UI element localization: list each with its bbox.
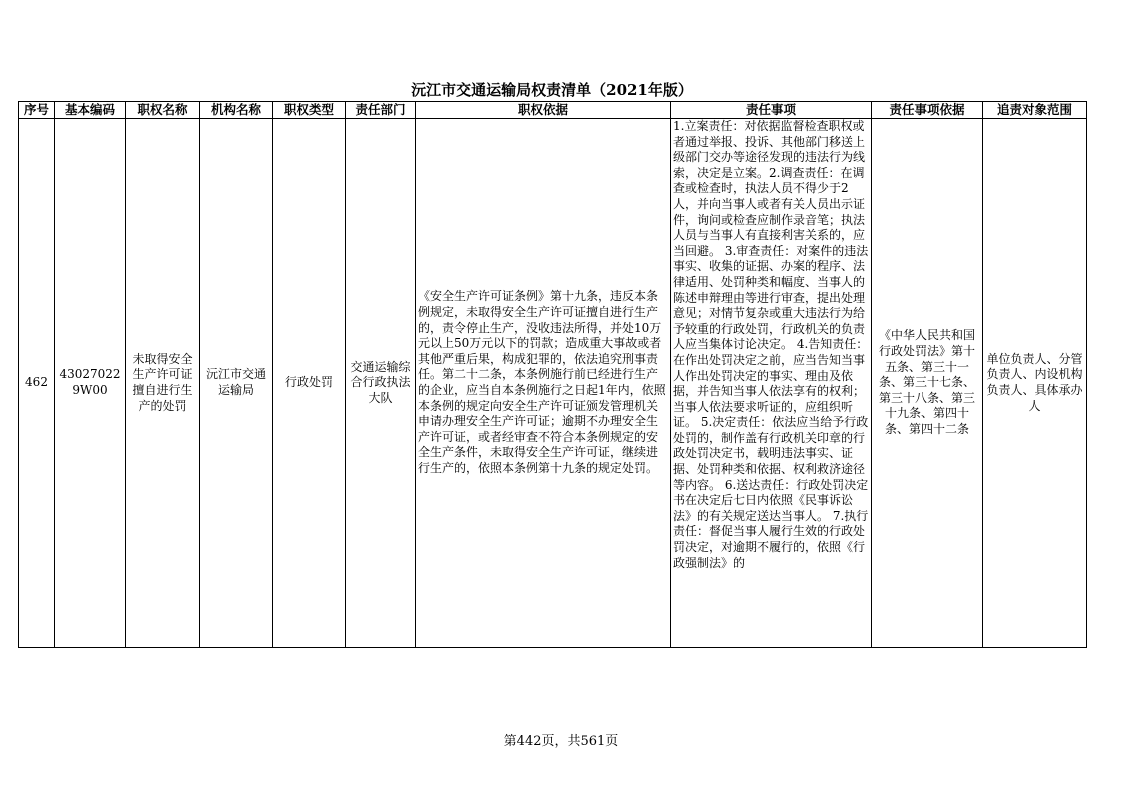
header-row (19, 102, 1087, 119)
cell-seq: 462 (19, 119, 55, 648)
cell-dept: 交通运输综合行政执法大队 (346, 119, 416, 648)
header-code: 基本编码 (55, 102, 126, 119)
header-duty-basis: 责任事项依据 (872, 102, 983, 119)
page-title: 沅江市交通运输局权责清单（2021年版） (411, 81, 693, 99)
header-power-type: 职权类型 (273, 102, 346, 119)
cell-duties (671, 119, 872, 648)
header-duties: 责任事项 (671, 102, 872, 119)
header-seq: 序号 (19, 102, 55, 119)
table-row (19, 119, 1087, 648)
header-accountability: 追责对象范围 (983, 102, 1087, 119)
header-power-name: 职权名称 (126, 102, 200, 119)
cell-org-name: 沅江市交通运输局 (200, 119, 273, 648)
header-dept: 责任部门 (346, 102, 416, 119)
header-org-name: 机构名称 (200, 102, 273, 119)
cell-power-type: 行政处罚 (273, 119, 346, 648)
cell-power-name: 未取得安全生产许可证擅自进行生产的处罚 (126, 119, 200, 648)
cell-basis: 《安全生产许可证条例》第十九条，违反本条例规定，未取得安全生产许可证擅自进行生产的，责令停止生产，没收违法所得，并处10万元以上50万元以下的罚款；造成重大事故或者其他严重后果，构成犯罪的，依法追究刑事责任。第二十二条，本条例施行前已经进行生产的企业，应当自本条例施行之日起1年内，依照本条例的规定向安全生产许可证颁发管理机关申请办理安全生产许可证；逾期不办理安全生产许可证，或者经审查不符合本条例规定的安全生产条件，未取得安全生产许可证，继续进行生产的，依照本条例第十九条的规定处罚。 (416, 119, 671, 648)
page-footer: 第442页，共561页 (503, 734, 619, 749)
cell-accountability: 单位负责人、分管负责人、内设机构负责人、具体承办人 (983, 119, 1087, 648)
cell-code: 430270229W00 (55, 119, 126, 648)
duties-text: 1.立案责任：对依据监督检查职权或者通过举报、投诉、其他部门移送上级部门交办等途径发现的违法行为线索，决定是立案。2.调查责任：在调查或检查时，执法人员不得少于2人，并向当事人或者有关人员出示证件，询问或检查应制作录音笔；执法人员与当事人有直接利害关系的，应当回避。 3.审查责任：对案件的违法事实、收集的证据、办案的程序、法律适用、处罚种类和幅度、当事人的陈述申辩理由等进行审查，提出处理意见；对情节复杂或重大违法行为给予较重的行政处罚，行政机关的负责人应当集体讨论决定。 4.告知责任：在作出处罚决定之前，应当告知当事人作出处罚决定的事实、理由及依据，并告知当事人依法享有的权利；当事人依法要求听证的，应组织听证。 5.决定责任：依法应当给予行政处罚的，制作盖有行政机关印章的行政处罚决定书，载明违法事实、证据、处罚种类和依据、权利救济途径等内容。 6.送达责任：行政处罚决定书在决定后七日内依照《民事诉讼法》的有关规定送达当事人。 7.执行责任：督促当事人履行生效的行政处罚决定，对逾期不履行的，依照《行政强制法》的 (673, 119, 869, 570)
header-basis: 职权依据 (416, 102, 671, 119)
duty-table (18, 101, 1087, 648)
cell-duty-basis: 《中华人民共和国行政处罚法》第十五条、第三十一条、第三十七条、第三十八条、第三十九条、第四十条、第四十二条 (872, 119, 983, 648)
